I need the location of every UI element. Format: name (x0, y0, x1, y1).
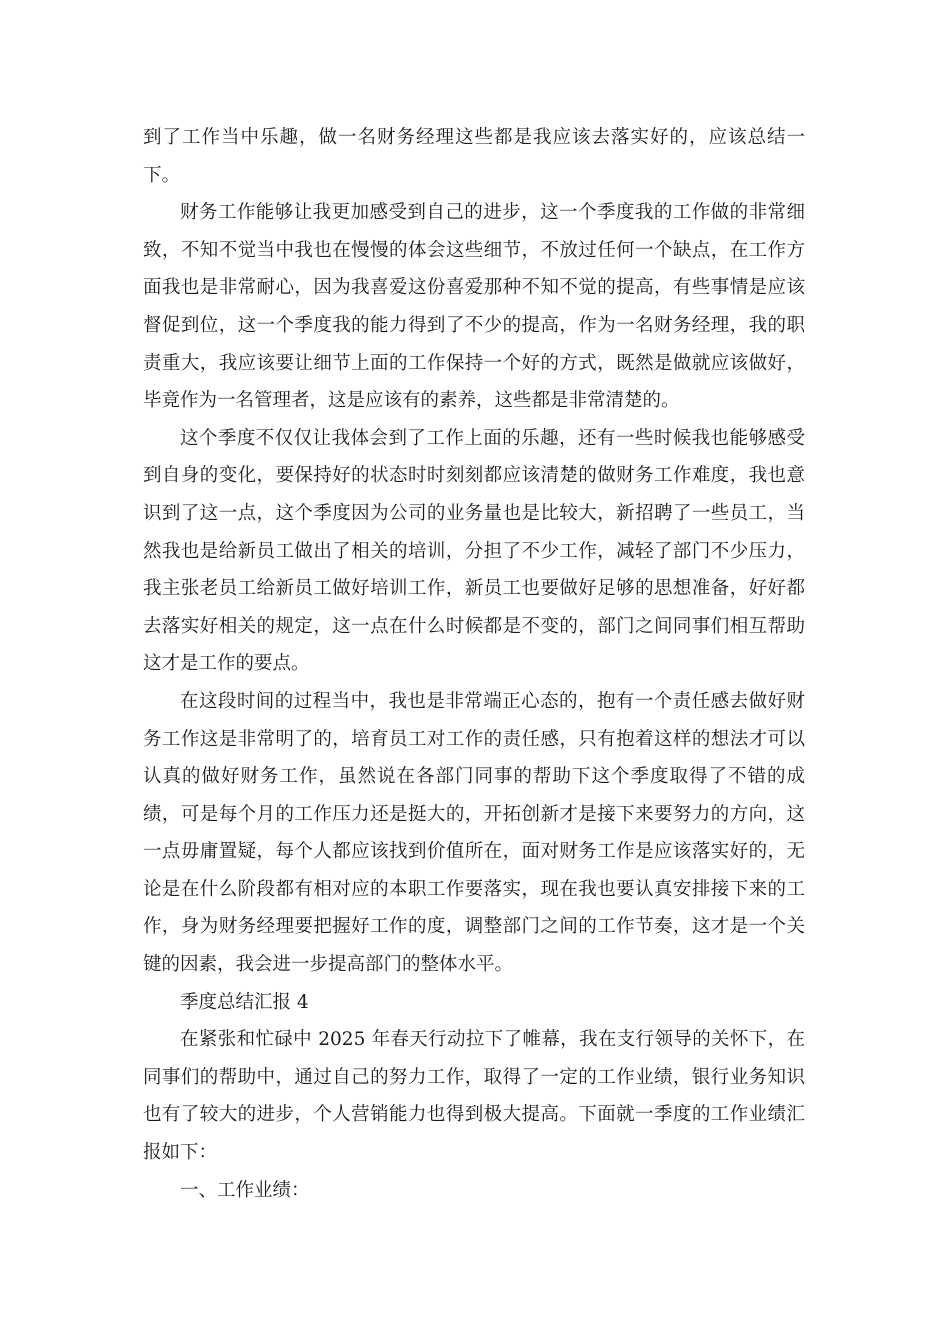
section-title: 季度总结汇报 4 (180, 991, 309, 1013)
paragraph-progress: 财务工作能够让我更加感受到自己的进步，这一个季度我的工作做的非常细致，不知不觉当中我也在慢慢的体会这些细节，不放过任何一个缺点，在工作方面我也是非常耐心，因为我喜爱这份喜爱那种不知不觉的提高，有些事情是应该督促到位，这一个季度我的能力得到了不少的提高，作为一名财务经理，我的职责重大，我应该要让细节上面的工作保持一个好的方式，既然是做就应该做好，毕竟作为一名管理者，这是应该有的素养，这些都是非常清楚的。 (143, 202, 805, 412)
document-page (143, 119, 805, 1209)
paragraph-continuation: 到了工作当中乐趣，做一名财务经理这些都是我应该去落实好的，应该总结一下。 (143, 127, 805, 186)
paragraph-intro: 在紧张和忙碌中 2025 年春天行动拉下了帷幕，我在支行领导的关怀下，在同事们的帮助中，通过自己的努力工作，取得了一定的工作业绩，银行业务知识也有了较大的进步，个人营销能力也得到极大提高。下面就一季度的工作业绩汇报如下： (143, 1029, 805, 1164)
paragraph-attitude: 在这段时间的过程当中，我也是非常端正心态的，抱有一个责任感去做好财务工作这是非常明了的，培育员工对工作的责任感，只有抱着这样的想法才可以认真的做好财务工作，虽然说在各部门同事的帮助下这个季度取得了不错的成绩，可是每个月的工作压力还是挺大的，开拓创新才是接下来要努力的方向，这一点毋庸置疑，每个人都应该找到价值所在，面对财务工作是应该落实好的，无论是在什么阶段都有相对应的本职工作要落实，现在我也要认真安排接下来的工作，身为财务经理要把握好工作的度，调整部门之间的工作节奏，这才是一个关键的因素，我会进一步提高部门的整体水平。 (143, 690, 805, 976)
paragraph-changes: 这个季度不仅仅让我体会到了工作上面的乐趣，还有一些时候我也能够感受到自身的变化，要保持好的状态时时刻刻都应该清楚的做财务工作难度，我也意识到了这一点，这个季度因为公司的业务量也是比较大，新招聘了一些员工，当然我也是给新员工做出了相关的培训，分担了不少工作，减轻了部门不少压力，我主张老员工给新员工做好培训工作，新员工也要做好足够的思想准备，好好都去落实好相关的规定，这一点在什么时候都是不变的，部门之间同事们相互帮助这才是工作的要点。 (143, 427, 805, 675)
subheading-work-performance: 一、工作业绩： (180, 1179, 310, 1201)
